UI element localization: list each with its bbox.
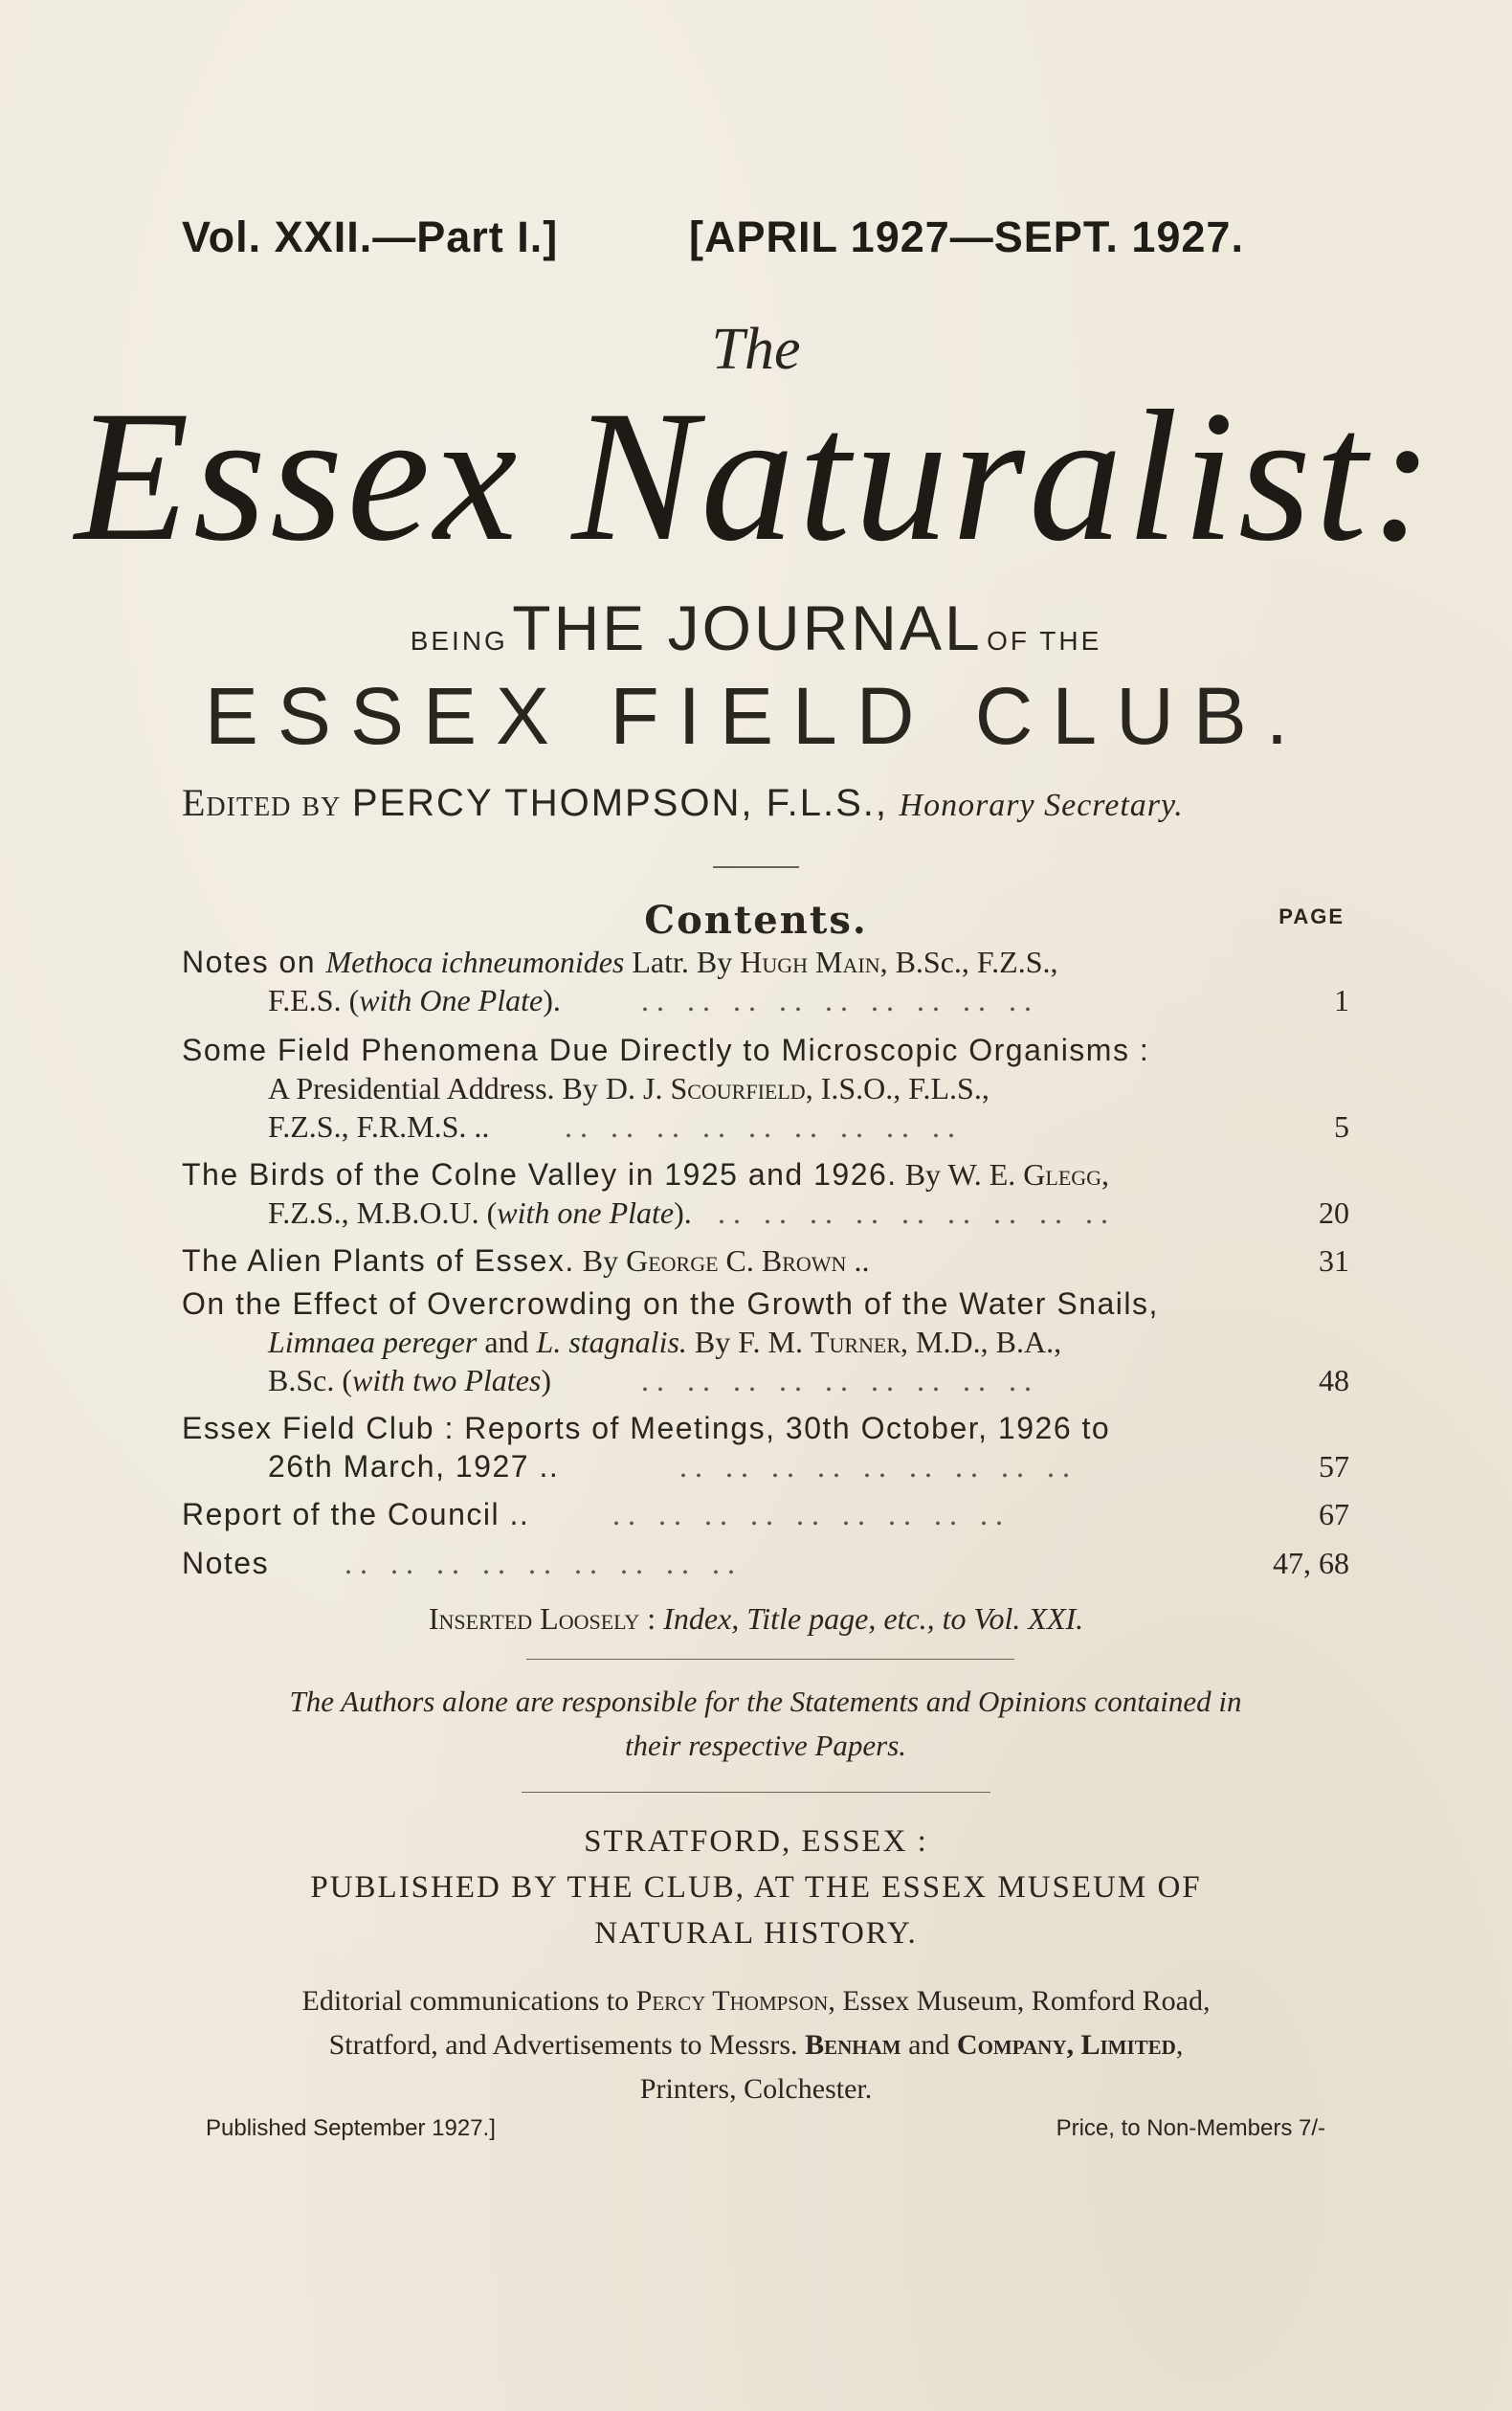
published-date: Published September 1927.] <box>206 2115 496 2141</box>
date-range: [APRIL 1927—SEPT. 1927. <box>689 212 1244 261</box>
divider-short <box>713 866 799 868</box>
edited-by: Edited by <box>182 781 342 824</box>
subtitle <box>0 592 1512 664</box>
contents-heading: Contents. <box>644 898 868 943</box>
page-column-label: PAGE <box>1279 904 1345 928</box>
toc-page-number: 1 <box>1334 983 1349 1017</box>
title-article: The <box>711 317 801 382</box>
price: Price, to Non-Members 7/- <box>1056 2115 1325 2141</box>
toc-entry-notes: Notes .. .. .. .. .. .. .. .. .. 47, 68 <box>182 1546 1349 1580</box>
toc-entry-colne-birds: The Birds of the Colne Valley in 1925 and 1926. By W. E. Glegg, F.Z.S., M.B.O.U. (with one Plate). .. .. .. .. .. .. .. .. .. 20 <box>182 1157 1349 1230</box>
communications-note: Editorial communications to Percy Thompson, Essex Museum, Romford Road, Stratford, and Advertisements to Messrs. Benham and Company, Limited, Printers, Colchester. <box>301 1985 1211 2105</box>
toc-page-number: 48 <box>1319 1363 1349 1397</box>
inserted-loosely <box>0 1601 1512 1637</box>
toc-page-number: 20 <box>1319 1195 1349 1230</box>
toc-page-number: 67 <box>1319 1497 1349 1531</box>
toc-page-number: 57 <box>1319 1449 1349 1484</box>
inserted-label: Inserted Loosely : <box>428 1601 656 1636</box>
publisher-block: STRATFORD, ESSEX : PUBLISHED BY THE CLUB, AT THE ESSEX MUSEUM OF NATURAL HISTORY. <box>310 1824 1202 1951</box>
toc-entry-water-snails: On the Effect of Overcrowding on the Growth of the Water Snails, Limnaea pereger and L. stagnalis. By F. M. Turner, M.D., B.A., B.Sc. (with two Plates) .. .. .. .. .. .. .. .. .. 48 <box>182 1286 1349 1397</box>
editor-line <box>182 780 1184 826</box>
subtitle-journal: THE JOURNAL <box>512 592 983 663</box>
club-name: ESSEX FIELD CLUB. <box>204 671 1308 761</box>
toc-page-number: 47, 68 <box>1273 1546 1349 1580</box>
divider-lower <box>522 1792 990 1793</box>
volume-label: Vol. XXII.—Part I.] <box>182 212 559 261</box>
inserted-text: Index, Title page, etc., to Vol. XXI. <box>663 1601 1084 1636</box>
toc-entry-field-phenomena: Some Field Phenomena Due Directly to Microscopic Organisms : A Presidential Address. By D. J. Scourfield, I.S.O., F.L.S., F.Z.S., F.R.M.S. .. .. .. .. .. .. .. .. .. .. 5 <box>182 1033 1349 1144</box>
toc-entry-reports-of-meetings: Essex Field Club : Reports of Meetings, 30th October, 1926 to 26th March, 1927 .. .. .. .. .. .. .. .. .. .. 57 <box>182 1411 1349 1484</box>
editor-role: Honorary Secretary. <box>899 788 1184 823</box>
subtitle-being: BEING <box>410 626 508 656</box>
subtitle-of-the: OF THE <box>987 626 1102 656</box>
toc-page-number: 31 <box>1319 1243 1349 1278</box>
divider-mid <box>526 1659 1014 1660</box>
toc-page-number: 5 <box>1334 1109 1349 1144</box>
disclaimer: The Authors alone are responsible for the Statements and Opinions contained in their respective Papers. <box>289 1685 1242 1762</box>
journal-title: Essex Naturalist: <box>75 372 1437 580</box>
toc-entry-alien-plants: The Alien Plants of Essex. By George C. Brown .. 31 <box>182 1243 1349 1278</box>
toc-entry-council-report: Report of the Council .. .. .. .. .. .. .. .. .. .. 67 <box>182 1497 1349 1531</box>
toc-entry-methoca: Notes on Methoca ichneumonides Latr. By Hugh Main, B.Sc., F.Z.S., F.E.S. (with One Plate). .. .. .. .. .. .. .. .. .. 1 <box>182 945 1349 1017</box>
editor-name: PERCY THOMPSON, F.L.S., <box>351 782 889 824</box>
